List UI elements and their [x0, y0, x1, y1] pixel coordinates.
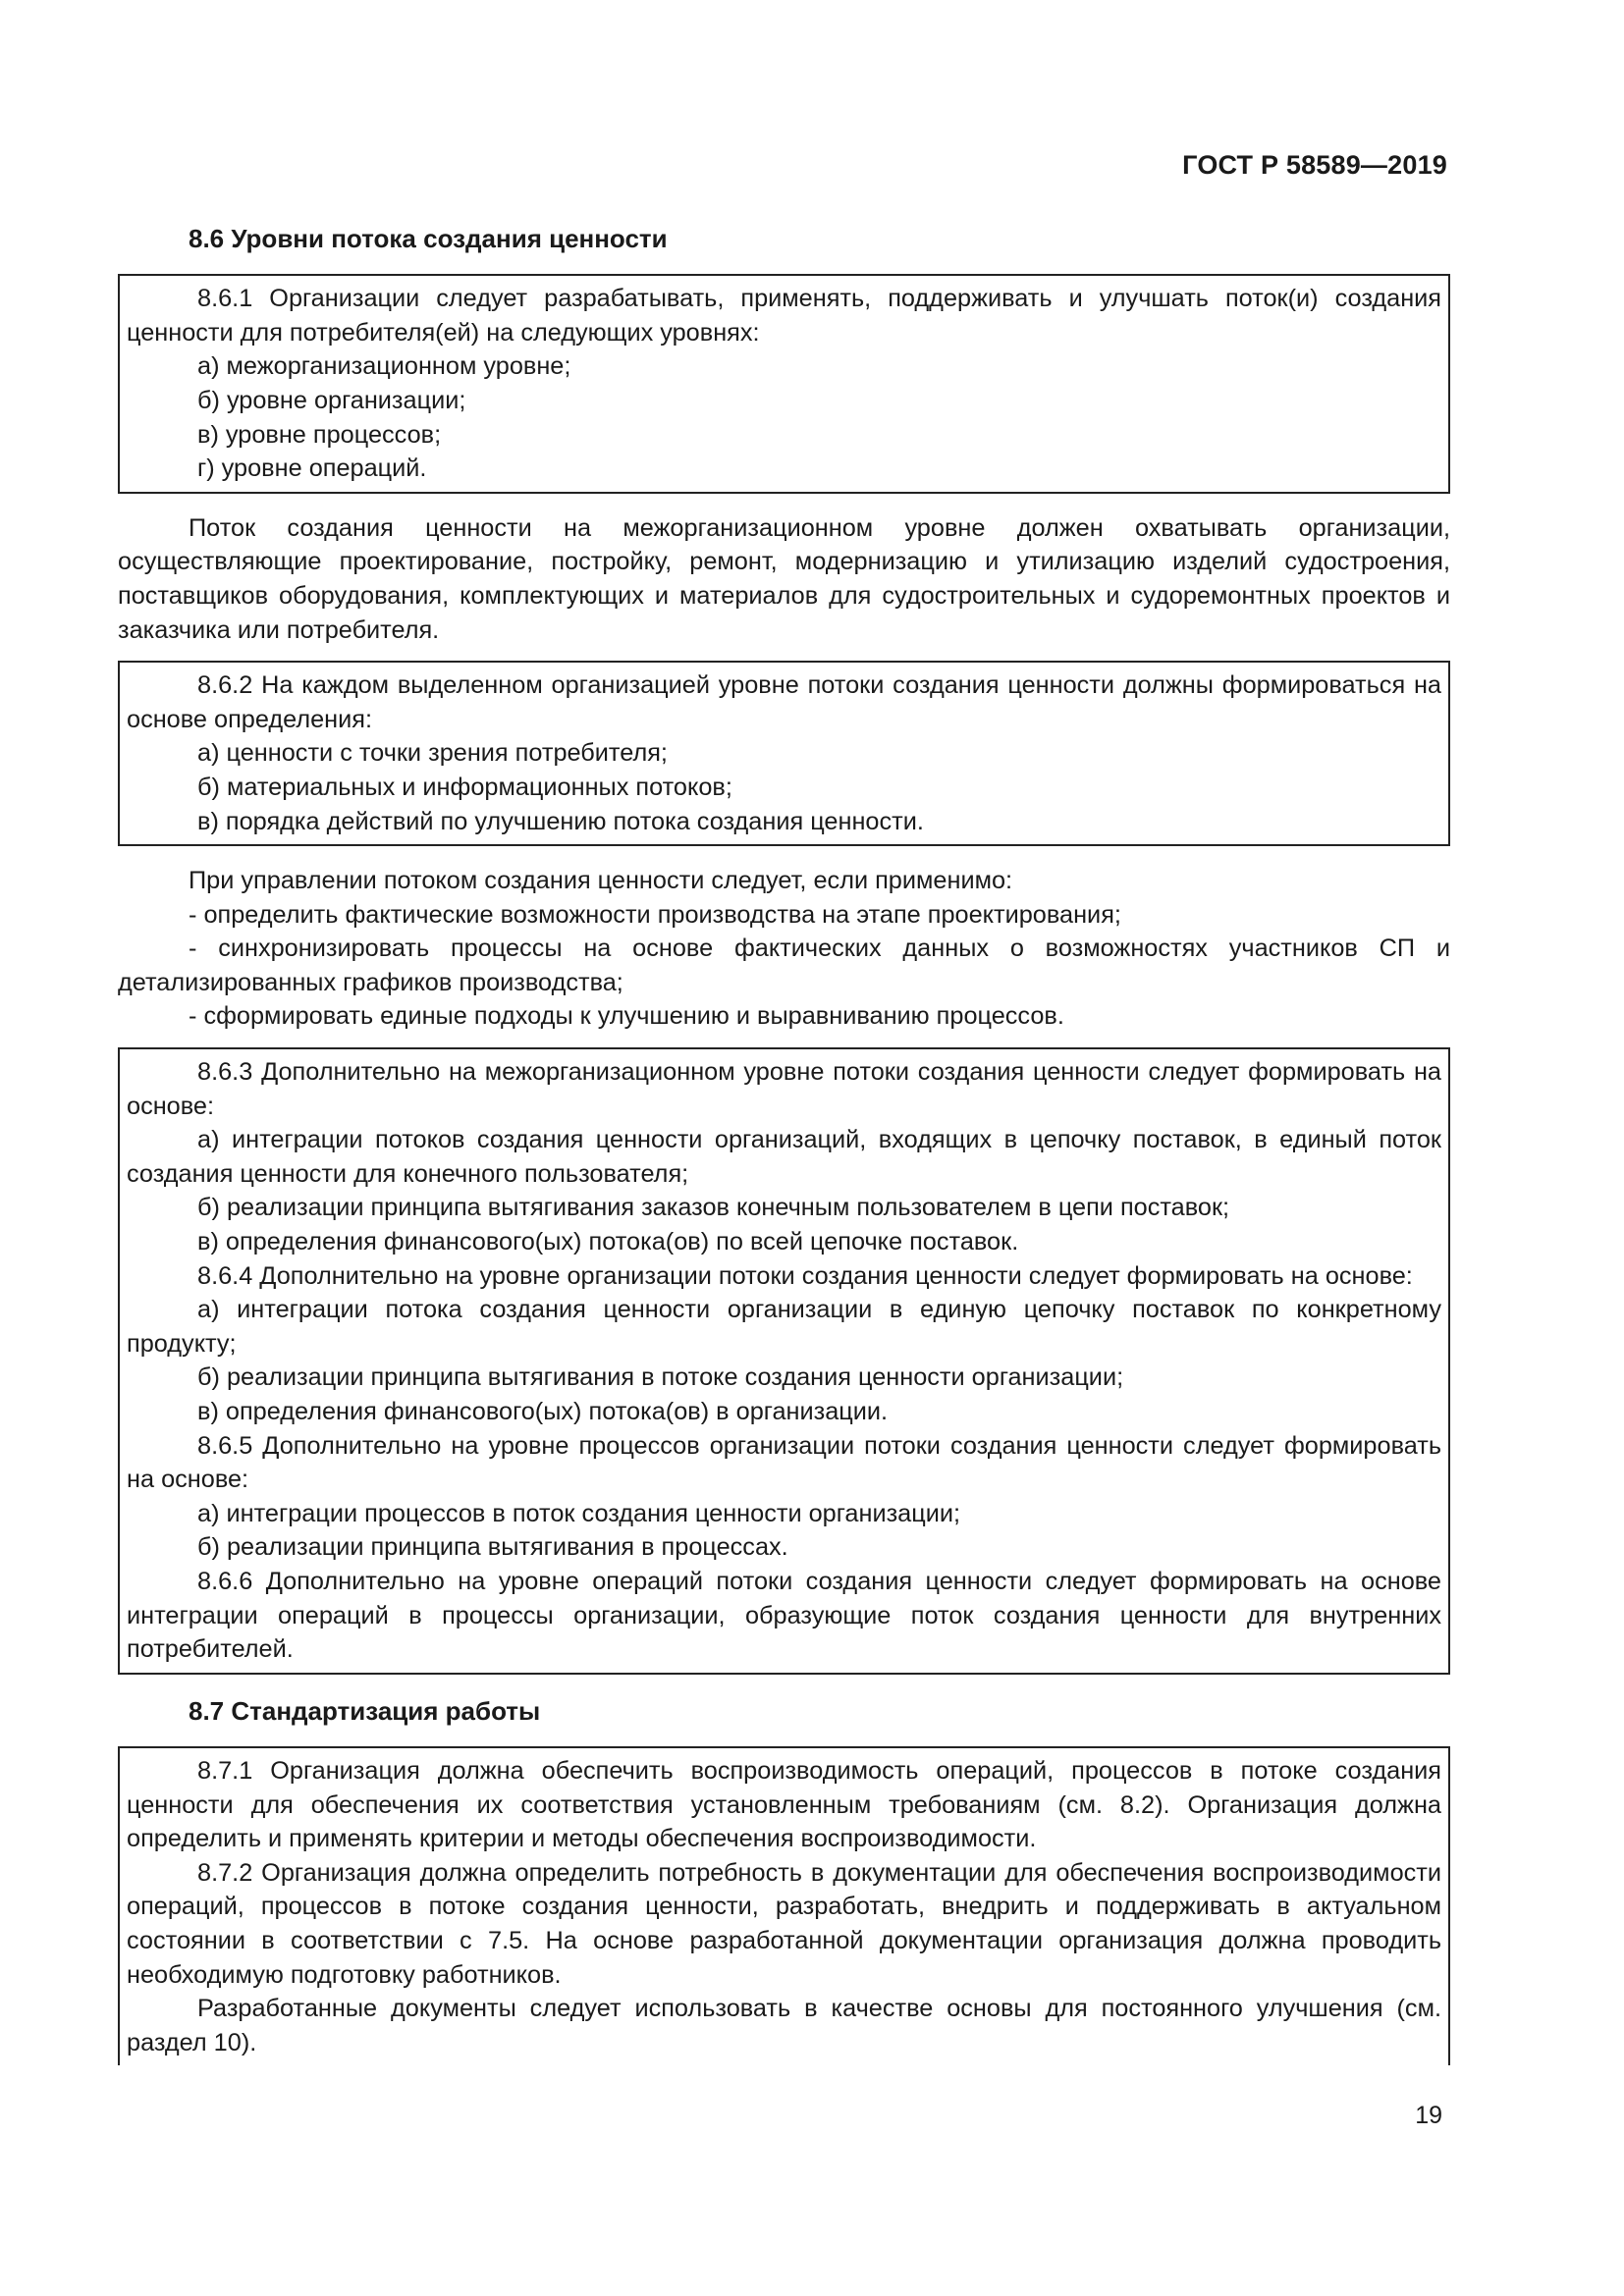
clause-8-6-1: 8.6.1 Организации следует разрабатывать, применять, поддерживать и улучшать поток(и) создания ценности для потребителя(ей) на следующих уровнях:: [127, 285, 1441, 347]
dash-item: - определить фактические возможности производства на этапе проектирования;: [189, 900, 1121, 929]
list-item: а) интеграции потоков создания ценности организаций, входящих в цепочку поставок, в единый поток создания ценности для конечного пользователя;: [127, 1126, 1441, 1188]
list-item: в) определения финансового(ых) потока(ов) в организации.: [197, 1398, 889, 1425]
section-8-6-title: 8.6 Уровни потока создания ценности: [189, 224, 668, 253]
page-number: 19: [1415, 2102, 1442, 2129]
list-item: а) интеграции потока создания ценности организации в единую цепочку поставок по конкретному продукту;: [127, 1296, 1441, 1358]
list-item: б) материальных и информационных потоков;: [197, 773, 732, 801]
clause-8-7-2-continuation: Разработанные документы следует использовать в качестве основы для постоянного улучшения (см. раздел 10).: [127, 1995, 1441, 2056]
clause-8-6-6: 8.6.6 Дополнительно на уровне операций потоки создания ценности следует формировать на основе интеграции операций в процессы организации, образующие поток создания ценности для внутренних потребителей.: [127, 1567, 1441, 1664]
interorganizational-paragraph-block: [118, 511, 1450, 647]
list-item: в) определения финансового(ых) потока(ов) по всей цепочке поставок.: [197, 1228, 1019, 1256]
list-item: б) реализации принципа вытягивания в процессах.: [197, 1533, 788, 1562]
clause-8-6-1-box: [118, 274, 1450, 494]
document-id: ГОСТ Р 58589—2019: [1182, 150, 1447, 180]
interorganizational-paragraph: Поток создания ценности на межорганизационном уровне должен охватывать организации, осуществляющие проектирование, постройку, ремонт, модернизацию и утилизацию изделий судостроения, поставщиков оборудования, комплектующих и материалов для судостроительных и судоремонтных проектов и заказчика или потребителя.: [118, 513, 1450, 644]
clause-8-6-4: 8.6.4 Дополнительно на уровне организации потоки создания ценности следует формировать на основе:: [197, 1261, 1413, 1290]
list-item: г) уровне операций.: [197, 454, 427, 483]
clause-8-6-2: 8.6.2 На каждом выделенном организацией уровне потоки создания ценности должны формироваться на основе определения:: [127, 671, 1441, 733]
list-item: а) межорганизационном уровне;: [197, 352, 571, 381]
section-8-7-title: 8.7 Стандартизация работы: [189, 1695, 541, 1726]
list-item: в) уровне процессов;: [197, 420, 442, 449]
list-item: б) реализации принципа вытягивания заказов конечным пользователем в цепи поставок;: [197, 1194, 1230, 1222]
page-content: [118, 224, 1450, 2065]
clause-8-7-2: 8.7.2 Организация должна определить потребность в документации для обеспечения воспроизводимости операций, процессов в потоке создания ценности, разработать, внедрить и поддерживать в актуальном состоянии в соответствии с 7.5. На основе разработанной документации организация должна проводить необходимую подготовку работников.: [127, 1858, 1441, 1989]
management-paragraph: При управлении потоком создания ценности следует, если применимо:: [189, 867, 1013, 895]
list-item: в) порядка действий по улучшению потока создания ценности.: [197, 807, 924, 835]
management-paragraph-block: [118, 864, 1450, 1034]
list-item: а) ценности с точки зрения потребителя;: [197, 739, 668, 768]
list-item: б) уровне организации;: [197, 386, 466, 414]
clauses-8-6-3-to-8-6-6-box: [118, 1047, 1450, 1675]
dash-item: - синхронизировать процессы на основе фактических данных о возможностях участников СП и детализированных графиков производства;: [118, 934, 1450, 996]
dash-item: - сформировать единые подходы к улучшению и выравниванию процессов.: [189, 1002, 1064, 1031]
clause-8-6-5: 8.6.5 Дополнительно на уровне процессов организации потоки создания ценности следует формировать на основе:: [127, 1431, 1441, 1494]
clause-8-6-3: 8.6.3 Дополнительно на межорганизационном уровне потоки создания ценности следует формировать на основе:: [127, 1058, 1441, 1120]
list-item: а) интеграции процессов в поток создания ценности организации;: [197, 1499, 961, 1527]
clause-8-7-box: [118, 1746, 1450, 2065]
clause-8-6-2-box: [118, 661, 1450, 846]
list-item: б) реализации принципа вытягивания в потоке создания ценности организации;: [197, 1363, 1124, 1392]
clause-8-7-1: 8.7.1 Организация должна обеспечить воспроизводимость операций, процессов в потоке создания ценности для обеспечения их соответствия установленным требованиям (см. 8.2). Организация должна определить и применять критерии и методы обеспечения воспроизводимости.: [127, 1756, 1441, 1853]
